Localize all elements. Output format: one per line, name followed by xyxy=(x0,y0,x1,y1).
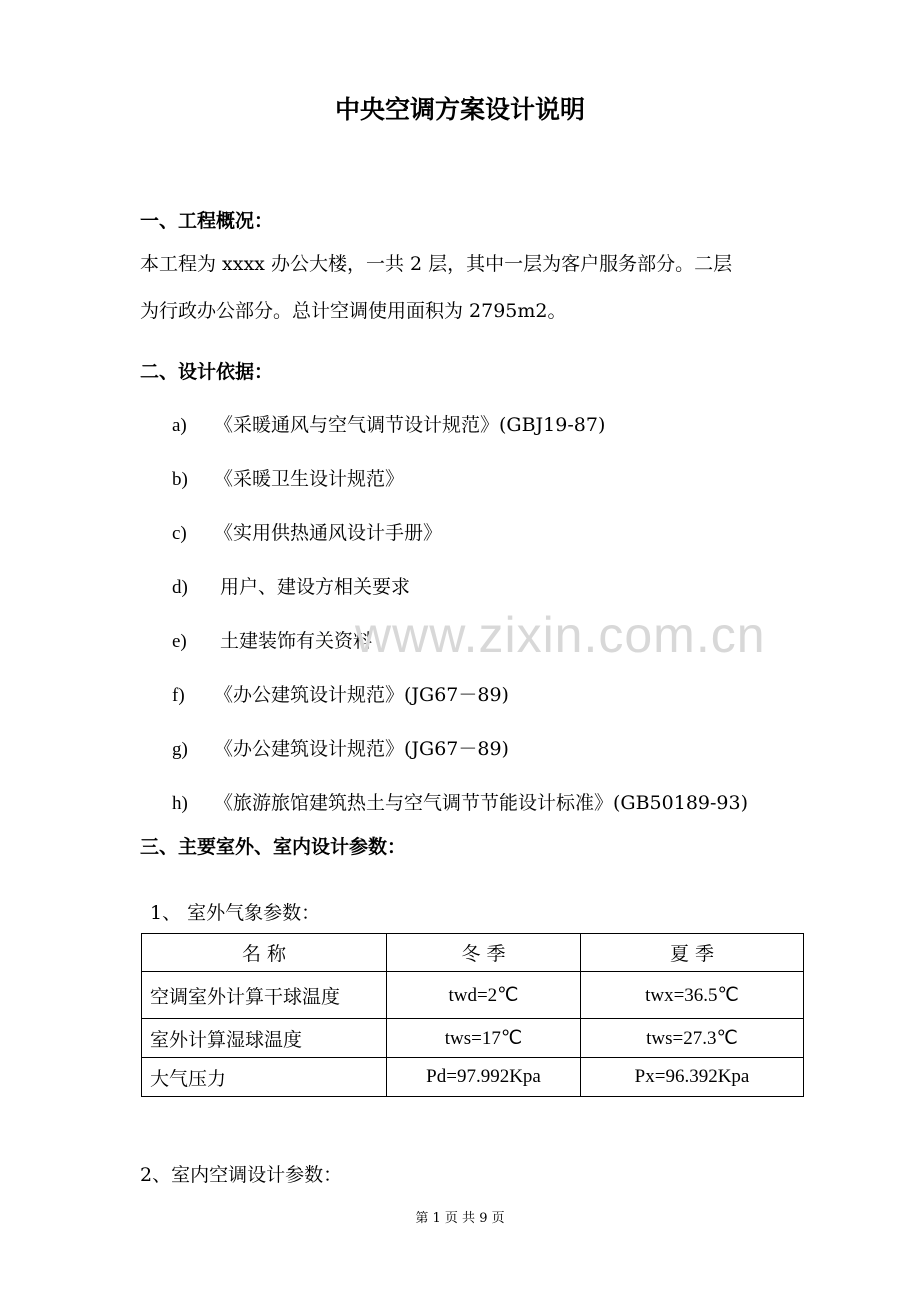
section1-line1: 本工程为 xxxx 办公大楼，一共 2 层，其中一层为客户服务部分。二层 xyxy=(140,253,733,275)
reference-item xyxy=(172,680,509,707)
reference-item xyxy=(172,572,410,599)
outdoor-params-subheading: 1、 室外气象参数： xyxy=(150,902,321,924)
table-cell: Px=96.392Kpa xyxy=(581,1058,804,1097)
reference-text: 《旅游旅馆建筑热土与空气调节节能设计标准》(GB50189-93) xyxy=(214,792,749,814)
page-title: 中央空调方案设计说明 xyxy=(334,95,585,124)
table-cell: 大气压力 xyxy=(142,1058,387,1097)
table-header: 夏 季 xyxy=(581,934,804,972)
reference-text: 用户、建设方相关要求 xyxy=(214,576,411,598)
reference-label: a) xyxy=(172,415,187,436)
reference-item xyxy=(172,410,605,437)
reference-text: 《办公建筑设计规范》(JG67－89) xyxy=(214,684,509,706)
reference-label: h) xyxy=(172,793,188,814)
reference-text: 《办公建筑设计规范》(JG67－89) xyxy=(214,738,509,760)
reference-item xyxy=(172,788,748,815)
table-row xyxy=(142,1019,804,1058)
watermark: www.zixin.com.cn xyxy=(355,607,766,663)
reference-text: 《采暖通风与空气调节设计规范》(GBJ19-87) xyxy=(214,414,606,436)
reference-text: 《采暖卫生设计规范》 xyxy=(214,468,405,490)
table-cell: 空调室外计算干球温度 xyxy=(142,972,387,1019)
reference-label: b) xyxy=(172,469,188,490)
reference-label: d) xyxy=(172,577,188,598)
table-cell: tws=17℃ xyxy=(387,1019,581,1058)
table-header: 冬 季 xyxy=(387,934,581,972)
reference-label: f) xyxy=(172,685,185,706)
reference-item xyxy=(172,734,509,761)
section1-heading: 一、工程概况： xyxy=(140,210,274,232)
page-footer: 第 1 页 共 9 页 xyxy=(415,1211,505,1226)
table-cell: twd=2℃ xyxy=(387,972,581,1019)
table-cell: Pd=97.992Kpa xyxy=(387,1058,581,1097)
reference-text: 土建装饰有关资料 xyxy=(214,630,373,652)
table-header-row xyxy=(142,934,804,972)
reference-label: e) xyxy=(172,631,187,652)
reference-label: g) xyxy=(172,739,188,760)
table-cell: twx=36.5℃ xyxy=(581,972,804,1019)
section1-line2: 为行政办公部分。总计空调使用面积为 2795m2。 xyxy=(140,300,567,322)
table-row xyxy=(142,1058,804,1097)
indoor-params-subheading: 2、室内空调设计参数： xyxy=(140,1164,343,1186)
table-cell: 室外计算湿球温度 xyxy=(142,1019,387,1058)
section3-heading: 三、主要室外、室内设计参数： xyxy=(140,836,407,858)
table-header: 名 称 xyxy=(142,934,387,972)
reference-item xyxy=(172,626,372,653)
table-row xyxy=(142,972,804,1019)
outdoor-params-table xyxy=(141,933,804,1097)
reference-text: 《实用供热通风设计手册》 xyxy=(214,522,443,544)
section2-heading: 二、设计依据： xyxy=(140,361,274,383)
reference-item xyxy=(172,464,404,491)
reference-label: c) xyxy=(172,523,187,544)
reference-item xyxy=(172,518,442,545)
table-cell: tws=27.3℃ xyxy=(581,1019,804,1058)
